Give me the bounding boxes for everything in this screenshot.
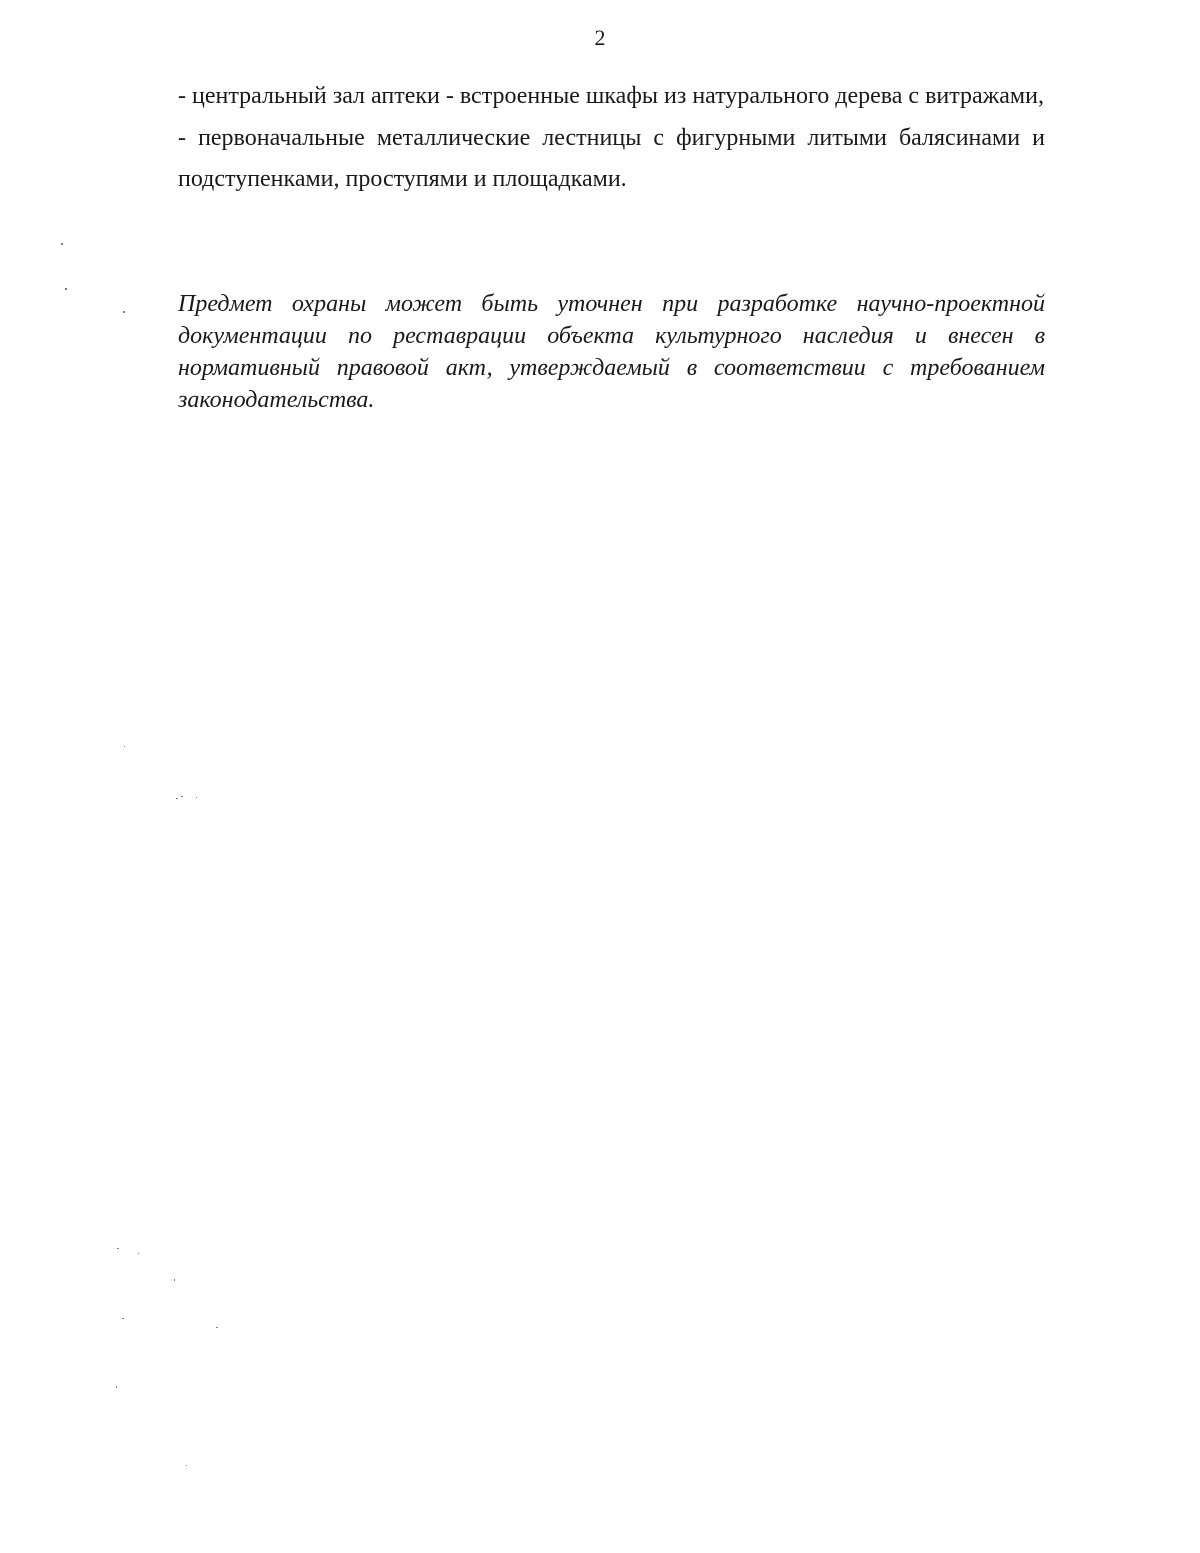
scan-speck [117, 1248, 119, 1249]
scan-speck [124, 746, 125, 747]
list-item: - первоначальные металлические лестницы с фигурными литыми балясинами и подступенками, проступями и площадками. [178, 125, 1045, 192]
page-number: 2 [594, 25, 606, 50]
scan-speck [65, 288, 67, 290]
scan-speck [116, 1386, 117, 1388]
scan-speck [181, 796, 183, 797]
scan-speck [196, 797, 197, 798]
scan-speck [122, 1318, 124, 1319]
scan-speck [176, 798, 178, 799]
protection-note: Предмет охраны может быть уточнен при разработке научно-проектной документации по реставрации объекта культурного наследия и внесен в нормативный правовой акт, утверждаемый в соответствии с требованием законодательства. [178, 291, 1045, 413]
scan-speck [216, 1327, 218, 1328]
protection-items-list [178, 76, 1045, 200]
scan-speck [61, 243, 63, 245]
scan-speck [123, 311, 125, 313]
scan-speck [186, 1465, 187, 1466]
scan-speck [174, 1279, 175, 1281]
list-item: - центральный зал аптеки - встроенные шкафы из натурального дерева с витражами, [178, 83, 1044, 109]
scan-speck [138, 1253, 139, 1254]
